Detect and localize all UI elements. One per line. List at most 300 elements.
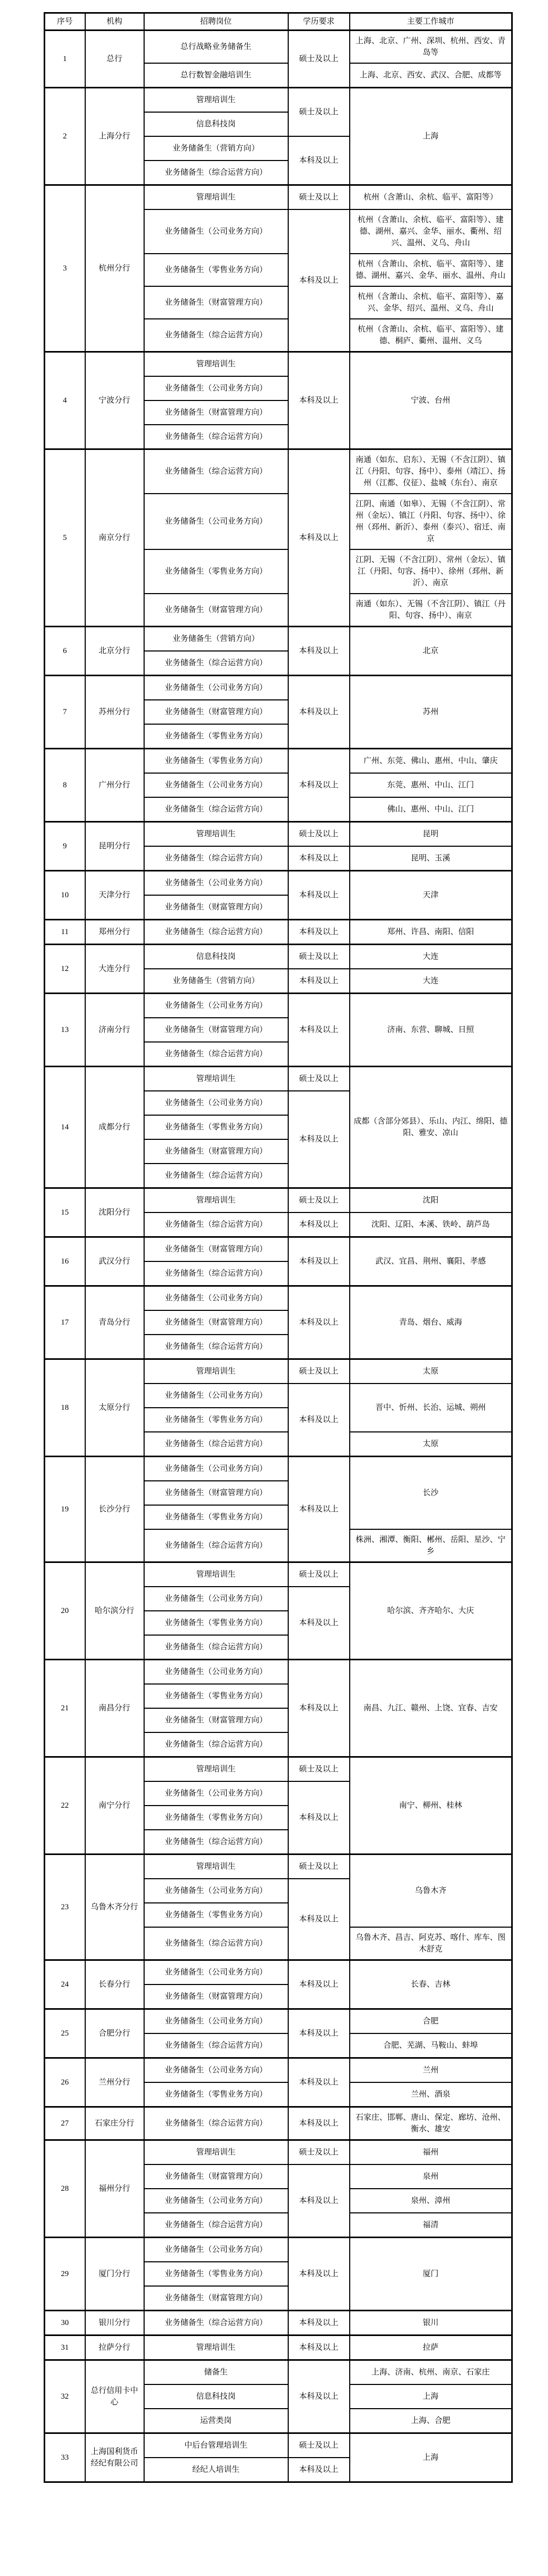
table-row [45,1359,512,1384]
org-cell: 昆明分行 [85,822,144,871]
position-cell: 业务储备生（综合运营方向） [144,1529,288,1562]
education-cell: 本科及以上 [288,1212,350,1237]
education-cell: 本科及以上 [288,969,350,994]
table-row [45,627,512,651]
serial-number-cell: 28 [45,2140,85,2238]
position-cell: 业务储备生（公司业务方向） [144,1960,288,1985]
position-cell: 管理培训生 [144,1562,288,1587]
position-cell: 管理培训生 [144,1757,288,1782]
table-row [45,749,512,774]
city-cell: 天津 [350,871,512,920]
position-cell: 管理培训生 [144,1067,288,1091]
position-cell: 中后台管理培训生 [144,2433,288,2458]
education-cell: 本科及以上 [288,1660,350,1757]
org-cell: 厦门分行 [85,2238,144,2311]
position-cell: 信息科技岗 [144,112,288,136]
city-cell: 长春、吉林 [350,1960,512,2009]
serial-number-cell: 4 [45,352,85,449]
education-cell: 本科及以上 [288,1457,350,1562]
table-row [45,1757,512,1782]
serial-number-cell: 11 [45,920,85,945]
position-cell: 业务储备生（公司业务方向） [144,2238,288,2262]
education-cell: 硕士及以上 [288,1855,350,1879]
org-cell: 哈尔滨分行 [85,1562,144,1660]
header-cell: 学历要求 [288,13,350,31]
org-cell: 北京分行 [85,627,144,676]
position-cell: 业务储备生（财富管理方向） [144,1481,288,1505]
city-cell: 东莞、惠州、中山、江门 [350,773,512,797]
serial-number-cell: 24 [45,1960,85,2009]
position-cell: 业务储备生（综合运营方向） [144,319,288,352]
city-cell: 太原 [350,1432,512,1457]
serial-number-cell: 3 [45,185,85,352]
recruitment-table [44,12,513,2483]
position-cell: 业务储备生（综合运营方向） [144,1732,288,1757]
serial-number-cell: 30 [45,2311,85,2336]
table-row [45,1067,512,1091]
org-cell: 乌鲁木齐分行 [85,1855,144,1960]
education-cell: 本科及以上 [288,2107,350,2140]
table-row [45,871,512,896]
city-cell: 泉州、漳州 [350,2189,512,2213]
org-cell: 拉萨分行 [85,2336,144,2360]
education-cell: 本科及以上 [288,2009,350,2058]
education-cell: 本科及以上 [288,994,350,1067]
position-cell: 业务储备生（综合运营方向） [144,2213,288,2238]
city-cell: 沈阳、辽阳、本溪、铁岭、葫芦岛 [350,1212,512,1237]
org-cell: 南昌分行 [85,1660,144,1757]
serial-number-cell: 15 [45,1188,85,1237]
serial-number-cell: 6 [45,627,85,676]
position-cell: 业务储备生（财富管理方向） [144,700,288,724]
city-cell: 成都（含部分郊县）、乐山、内江、绵阳、德阳、雅安、凉山 [350,1067,512,1188]
header-row [45,13,512,31]
position-cell: 业务储备生（营销方向） [144,136,288,161]
city-cell: 杭州（含萧山、余杭、临平、富阳等）、建德、湖州、嘉兴、金华、丽水、温州、舟山 [350,254,512,286]
education-cell: 本科及以上 [288,1587,350,1660]
city-cell: 福清 [350,2213,512,2238]
city-cell: 江阴、南通（如皋）、无锡（不含江阴）、常州（金坛）、镇江（丹阳、句容、扬中）、徐州（邳州、新沂）、泰州（泰兴）、宿迁、南京 [350,494,512,549]
position-cell: 管理培训生 [144,1188,288,1213]
org-cell: 青岛分行 [85,1286,144,1359]
position-cell: 业务储备生（财富管理方向） [144,1018,288,1042]
position-cell: 业务储备生（综合运营方向） [144,846,288,871]
city-cell: 杭州（含萧山、余杭、临平、富阳等）、建德、湖州、嘉兴、金华、丽水、衢州、绍兴、温州、义乌、舟山 [350,209,512,254]
serial-number-cell: 7 [45,676,85,749]
education-cell: 硕士及以上 [288,945,350,969]
city-cell: 长沙 [350,1457,512,1530]
position-cell: 总行数智金融培训生 [144,63,288,88]
education-cell: 硕士及以上 [288,2433,350,2458]
org-cell: 总行信用卡中心 [85,2360,144,2433]
table-row [45,920,512,945]
position-cell: 业务储备生（公司业务方向） [144,676,288,700]
serial-number-cell: 22 [45,1757,85,1855]
position-cell: 业务储备生（公司业务方向） [144,2058,288,2083]
serial-number-cell: 21 [45,1660,85,1757]
position-cell: 业务储备生（公司业务方向） [144,1286,288,1311]
education-cell: 本科及以上 [288,871,350,920]
position-cell: 业务储备生（零售业务方向） [144,1611,288,1635]
org-cell: 长春分行 [85,1960,144,2009]
position-cell: 储备生 [144,2360,288,2385]
serial-number-cell: 5 [45,449,85,627]
org-cell: 南宁分行 [85,1757,144,1855]
education-cell: 硕士及以上 [288,1188,350,1213]
education-cell: 硕士及以上 [288,1067,350,1091]
city-cell: 郑州、许昌、南阳、信阳 [350,920,512,945]
serial-number-cell: 2 [45,88,85,185]
city-cell: 拉萨 [350,2336,512,2360]
position-cell: 业务储备生（综合运营方向） [144,1335,288,1359]
position-cell: 业务储备生（财富管理方向） [144,1237,288,1262]
position-cell: 管理培训生 [144,2140,288,2165]
education-cell: 本科及以上 [288,1781,350,1855]
position-cell: 业务储备生（综合运营方向） [144,1042,288,1067]
org-cell: 宁波分行 [85,352,144,449]
serial-number-cell: 17 [45,1286,85,1359]
position-cell: 管理培训生 [144,185,288,210]
city-cell: 苏州 [350,676,512,749]
serial-number-cell: 26 [45,2058,85,2107]
serial-number-cell: 9 [45,822,85,871]
serial-number-cell: 32 [45,2360,85,2433]
position-cell: 经纪人培训生 [144,2458,288,2482]
header-cell: 机构 [85,13,144,31]
education-cell: 硕士及以上 [288,88,350,137]
position-cell: 业务储备生（零售业务方向） [144,1408,288,1432]
education-cell: 硕士及以上 [288,1562,350,1587]
position-cell: 管理培训生 [144,2336,288,2360]
position-cell: 业务储备生（综合运营方向） [144,2311,288,2336]
city-cell: 乌鲁木齐、昌吉、阿克苏、喀什、库车、图木舒克 [350,1927,512,1960]
table-row [45,2311,512,2336]
table-row [45,352,512,377]
position-cell: 业务储备生（公司业务方向） [144,1457,288,1481]
org-cell: 福州分行 [85,2140,144,2238]
city-cell: 乌鲁木齐 [350,1855,512,1928]
city-cell: 兰州、酒泉 [350,2082,512,2107]
education-cell: 本科及以上 [288,136,350,185]
city-cell: 上海 [350,2433,512,2482]
education-cell: 本科及以上 [288,676,350,749]
city-cell: 泉州 [350,2164,512,2189]
serial-number-cell: 33 [45,2433,85,2482]
org-cell: 上海国利货币经纪有限公司 [85,2433,144,2482]
table-row [45,1562,512,1587]
position-cell: 业务储备生（综合运营方向） [144,161,288,185]
position-cell: 业务储备生（营销方向） [144,627,288,651]
education-cell: 硕士及以上 [288,31,350,88]
org-cell: 太原分行 [85,1359,144,1457]
position-cell: 业务储备生（公司业务方向） [144,2189,288,2213]
table-row [45,2360,512,2385]
serial-number-cell: 10 [45,871,85,920]
city-cell: 石家庄、邯郸、唐山、保定、廊坊、沧州、衡水、雄安 [350,2107,512,2140]
position-cell: 业务储备生（公司业务方向） [144,1879,288,1903]
city-cell: 杭州（含萧山、余杭、临平、富阳等） [350,185,512,210]
city-cell: 南通（如东、启东）、无锡（不含江阴）、镇江（丹阳、句容、扬中）、泰州（靖江）、扬州（江都、仪征）、盐城（东台）、南京 [350,449,512,494]
table-row [45,1457,512,1481]
position-cell: 管理培训生 [144,822,288,847]
org-cell: 大连分行 [85,945,144,994]
org-cell: 天津分行 [85,871,144,920]
education-cell: 本科及以上 [288,2238,350,2311]
position-cell: 业务储备生（公司业务方向） [144,994,288,1018]
position-cell: 业务储备生（综合运营方向） [144,1635,288,1660]
education-cell: 本科及以上 [288,2164,350,2238]
city-cell: 昆明 [350,822,512,847]
position-cell: 业务储备生（综合运营方向） [144,920,288,945]
org-cell: 兰州分行 [85,2058,144,2107]
table-row [45,945,512,969]
position-cell: 业务储备生（零售业务方向） [144,724,288,749]
position-cell: 总行战略业务储备生 [144,31,288,64]
city-cell: 广州、东莞、佛山、惠州、中山、肇庆 [350,749,512,774]
position-cell: 业务储备生（公司业务方向） [144,1660,288,1685]
position-cell: 信息科技岗 [144,945,288,969]
position-cell: 业务储备生（财富管理方向） [144,895,288,920]
position-cell: 业务储备生（营销方向） [144,969,288,994]
position-cell: 业务储备生（零售业务方向） [144,254,288,286]
education-cell: 本科及以上 [288,1286,350,1359]
table-row [45,1237,512,1262]
table-row [45,88,512,113]
table-row [45,2009,512,2034]
position-cell: 业务储备生（财富管理方向） [144,594,288,627]
table-row [45,2336,512,2360]
position-cell: 业务储备生（综合运营方向） [144,1830,288,1855]
position-cell: 业务储备生（零售业务方向） [144,1115,288,1139]
table-row [45,2107,512,2140]
position-cell: 业务储备生（综合运营方向） [144,2107,288,2140]
position-cell: 业务储备生（综合运营方向） [144,1212,288,1237]
position-cell: 业务储备生（公司业务方向） [144,1091,288,1115]
education-cell: 本科及以上 [288,2336,350,2360]
position-cell: 业务储备生（财富管理方向） [144,400,288,425]
org-cell: 济南分行 [85,994,144,1067]
table-row [45,994,512,1018]
education-cell: 硕士及以上 [288,2140,350,2165]
education-cell: 硕士及以上 [288,1359,350,1384]
org-cell: 郑州分行 [85,920,144,945]
position-cell: 管理培训生 [144,352,288,377]
position-cell: 业务储备生（综合运营方向） [144,425,288,449]
city-cell: 株洲、湘潭、衡阳、郴州、岳阳、星沙、宁乡 [350,1529,512,1562]
city-cell: 杭州（含萧山、余杭、临平、富阳等）、嘉兴、金华、绍兴、温州、义乌、舟山 [350,286,512,319]
position-cell: 业务储备生（零售业务方向） [144,749,288,774]
org-cell: 苏州分行 [85,676,144,749]
city-cell: 大连 [350,969,512,994]
education-cell: 本科及以上 [288,749,350,822]
education-cell: 本科及以上 [288,920,350,945]
city-cell: 南宁、柳州、桂林 [350,1757,512,1855]
city-cell: 哈尔滨、齐齐哈尔、大庆 [350,1562,512,1660]
table-row [45,1188,512,1213]
serial-number-cell: 25 [45,2009,85,2058]
education-cell: 本科及以上 [288,209,350,352]
serial-number-cell: 31 [45,2336,85,2360]
org-cell: 沈阳分行 [85,1188,144,1237]
city-cell: 南通（如东）、无锡（不含江阴）、镇江（丹阳、句容、扬中）、南京 [350,594,512,627]
position-cell: 业务储备生（财富管理方向） [144,2286,288,2311]
position-cell: 业务储备生（公司业务方向） [144,1384,288,1408]
org-cell: 广州分行 [85,749,144,822]
education-cell: 本科及以上 [288,2360,350,2433]
table-row [45,1960,512,1985]
position-cell: 业务储备生（综合运营方向） [144,1261,288,1286]
education-cell: 本科及以上 [288,2458,350,2482]
serial-number-cell: 27 [45,2107,85,2140]
position-cell: 管理培训生 [144,88,288,113]
org-cell: 总行 [85,31,144,88]
serial-number-cell: 16 [45,1237,85,1286]
recruitment-table-body [45,13,512,2482]
city-cell: 佛山、惠州、中山、江门 [350,797,512,822]
serial-number-cell: 8 [45,749,85,822]
position-cell: 业务储备生（财富管理方向） [144,1708,288,1732]
education-cell: 本科及以上 [288,1960,350,2009]
city-cell: 沈阳 [350,1188,512,1213]
position-cell: 业务储备生（零售业务方向） [144,1505,288,1529]
city-cell: 兰州 [350,2058,512,2083]
position-cell: 管理培训生 [144,1855,288,1879]
city-cell: 宁波、台州 [350,352,512,449]
serial-number-cell: 13 [45,994,85,1067]
header-cell: 主要工作城市 [350,13,512,31]
org-cell: 杭州分行 [85,185,144,352]
table-row [45,1286,512,1311]
org-cell: 合肥分行 [85,2009,144,2058]
city-cell: 合肥、芜湖、马鞍山、蚌埠 [350,2033,512,2058]
position-cell: 业务储备生（零售业务方向） [144,1806,288,1830]
city-cell: 上海、合肥 [350,2409,512,2433]
position-cell: 业务储备生（零售业务方向） [144,2082,288,2107]
education-cell: 本科及以上 [288,1879,350,1960]
position-cell: 业务储备生（综合运营方向） [144,2033,288,2058]
table-row [45,2238,512,2262]
position-cell: 业务储备生（公司业务方向） [144,1781,288,1806]
org-cell: 上海分行 [85,88,144,185]
position-cell: 业务储备生（综合运营方向） [144,651,288,676]
education-cell: 本科及以上 [288,2311,350,2336]
position-cell: 业务储备生（公司业务方向） [144,871,288,896]
org-cell: 石家庄分行 [85,2107,144,2140]
education-cell: 本科及以上 [288,627,350,676]
org-cell: 银川分行 [85,2311,144,2336]
table-row [45,185,512,210]
position-cell: 业务储备生（公司业务方向） [144,494,288,549]
education-cell: 本科及以上 [288,449,350,627]
position-cell: 业务储备生（财富管理方向） [144,286,288,319]
education-cell: 硕士及以上 [288,1757,350,1782]
city-cell: 青岛、烟台、威海 [350,1286,512,1359]
table-row [45,2058,512,2083]
education-cell: 本科及以上 [288,846,350,871]
city-cell: 北京 [350,627,512,676]
serial-number-cell: 29 [45,2238,85,2311]
city-cell: 银川 [350,2311,512,2336]
position-cell: 信息科技岗 [144,2384,288,2409]
serial-number-cell: 20 [45,1562,85,1660]
city-cell: 太原 [350,1359,512,1384]
position-cell: 业务储备生（综合运营方向） [144,1927,288,1960]
education-cell: 本科及以上 [288,352,350,449]
position-cell: 业务储备生（零售业务方向） [144,1684,288,1708]
education-cell: 硕士及以上 [288,822,350,847]
city-cell: 济南、东营、聊城、日照 [350,994,512,1067]
city-cell: 武汉、宜昌、荆州、襄阳、孝感 [350,1237,512,1286]
position-cell: 业务储备生（综合运营方向） [144,1164,288,1188]
position-cell: 业务储备生（零售业务方向） [144,549,288,594]
table-row [45,1660,512,1685]
city-cell: 大连 [350,945,512,969]
city-cell: 上海、济南、杭州、南京、石家庄 [350,2360,512,2385]
position-cell: 业务储备生（零售业务方向） [144,2262,288,2286]
serial-number-cell: 12 [45,945,85,994]
city-cell: 厦门 [350,2238,512,2311]
table-row [45,2140,512,2165]
education-cell: 硕士及以上 [288,185,350,210]
city-cell: 江阴、无锡（不含江阴）、常州（金坛）、镇江（丹阳、句容、扬中）、徐州（邳州、新沂）、南京 [350,549,512,594]
city-cell: 南昌、九江、赣州、上饶、宜春、吉安 [350,1660,512,1757]
position-cell: 业务储备生（公司业务方向） [144,1587,288,1611]
position-cell: 业务储备生（公司业务方向） [144,2009,288,2034]
table-row [45,822,512,847]
position-cell: 业务储备生（公司业务方向） [144,209,288,254]
org-cell: 南京分行 [85,449,144,627]
org-cell: 长沙分行 [85,1457,144,1562]
position-cell: 管理培训生 [144,1359,288,1384]
header-cell: 招聘岗位 [144,13,288,31]
org-cell: 成都分行 [85,1067,144,1188]
position-cell: 业务储备生（综合运营方向） [144,1432,288,1457]
position-cell: 业务储备生（综合运营方向） [144,797,288,822]
city-cell: 上海、北京、西安、武汉、合肥、成都等 [350,63,512,88]
serial-number-cell: 14 [45,1067,85,1188]
header-cell: 序号 [45,13,85,31]
city-cell: 杭州（含萧山、余杭、临平、富阳等）、建德、桐庐、衢州、温州、义乌 [350,319,512,352]
city-cell: 上海 [350,88,512,185]
table-row [45,31,512,64]
org-cell: 武汉分行 [85,1237,144,1286]
city-cell: 合肥 [350,2009,512,2034]
position-cell: 业务储备生（零售业务方向） [144,1903,288,1927]
position-cell: 业务储备生（财富管理方向） [144,1984,288,2009]
position-cell: 业务储备生（财富管理方向） [144,2164,288,2189]
education-cell: 本科及以上 [288,1091,350,1188]
position-cell: 业务储备生（财富管理方向） [144,1310,288,1335]
serial-number-cell: 23 [45,1855,85,1960]
education-cell: 本科及以上 [288,1237,350,1286]
education-cell: 本科及以上 [288,2058,350,2107]
table-row [45,676,512,700]
position-cell: 业务储备生（财富管理方向） [144,1139,288,1164]
table-row [45,2433,512,2458]
city-cell: 晋中、忻州、长治、运城、朔州 [350,1384,512,1432]
serial-number-cell: 19 [45,1457,85,1562]
education-cell: 本科及以上 [288,1384,350,1457]
position-cell: 运营类岗 [144,2409,288,2433]
table-row [45,449,512,494]
serial-number-cell: 18 [45,1359,85,1457]
city-cell: 上海 [350,2384,512,2409]
position-cell: 业务储备生（公司业务方向） [144,376,288,400]
position-cell: 业务储备生（综合运营方向） [144,449,288,494]
city-cell: 昆明、玉溪 [350,846,512,871]
city-cell: 福州 [350,2140,512,2165]
city-cell: 上海、北京、广州、深圳、杭州、西安、青岛等 [350,31,512,64]
